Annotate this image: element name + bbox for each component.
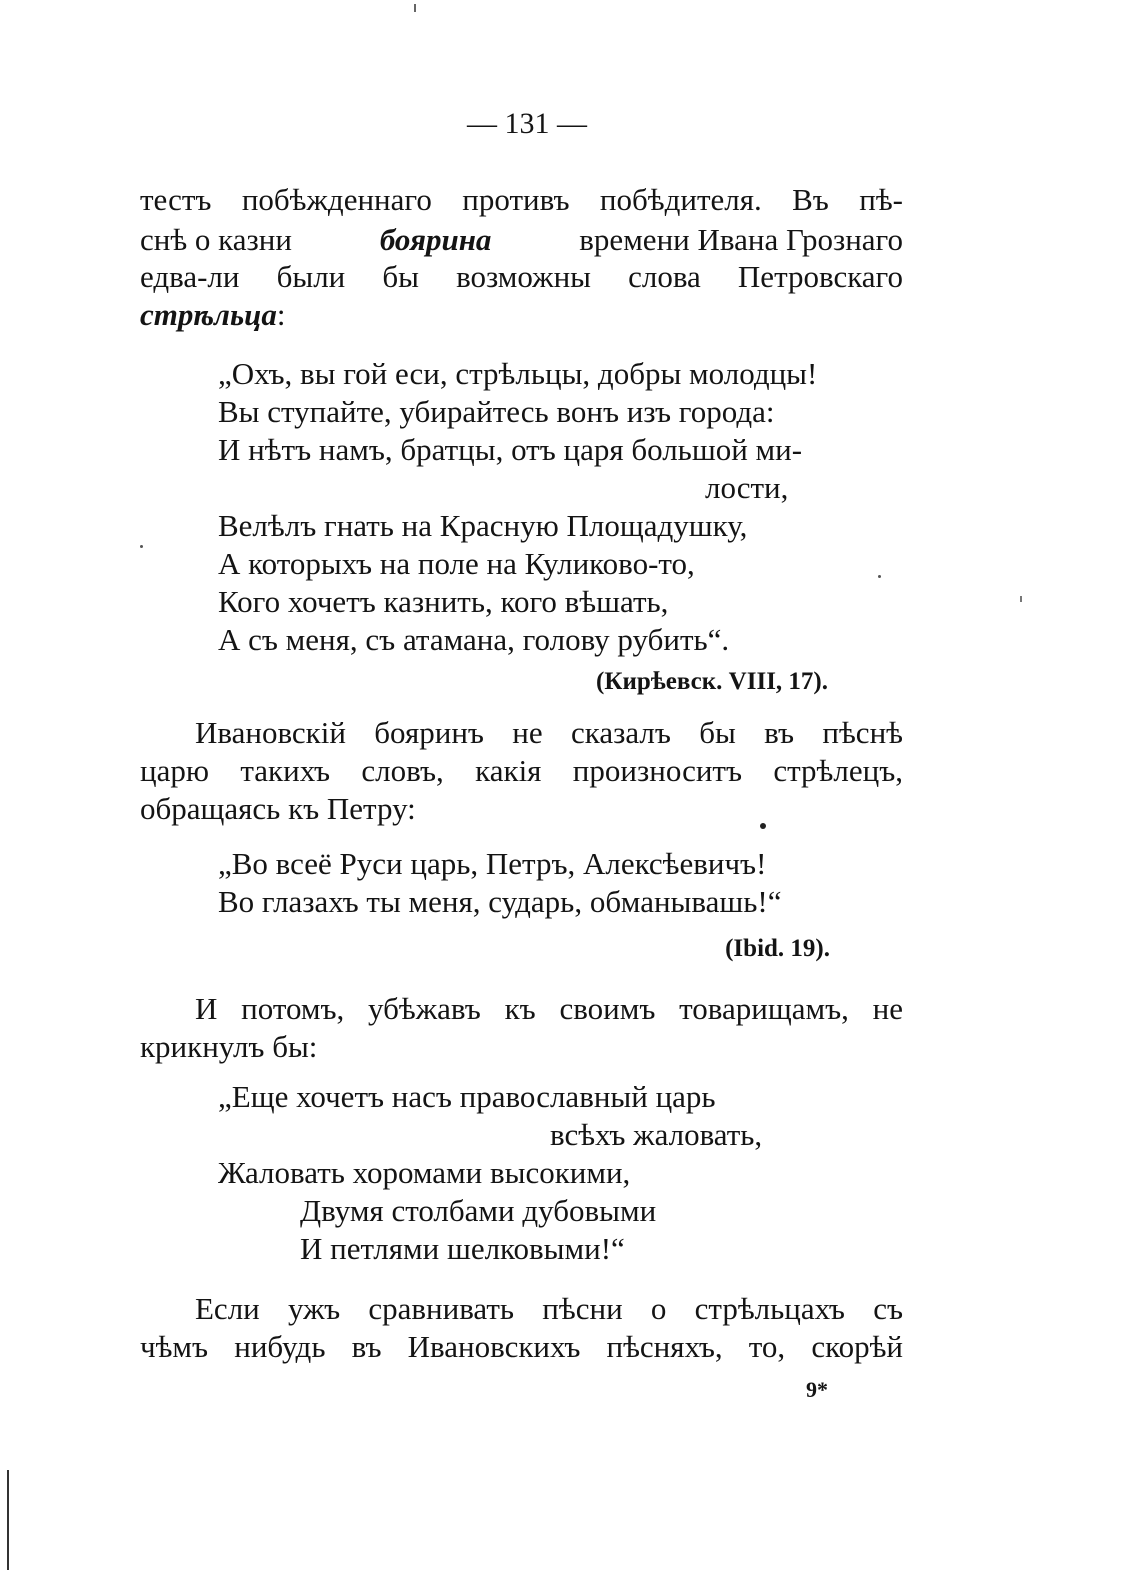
paragraph-2-line-1: Ивановскій бояринъ не сказалъ бы въ пѣснѣ <box>195 715 903 750</box>
scan-speck <box>140 545 143 548</box>
italic-word-streltsa: стрѣльца <box>140 297 277 332</box>
scan-speck <box>1020 596 1022 602</box>
quote-3-line-1: „Еще хочетъ насъ православный царь <box>218 1079 716 1114</box>
scan-margin-line <box>7 1470 9 1570</box>
quote-1-line-1: „Охъ, вы гой еси, стрѣльцы, добры молодцы! <box>218 356 818 391</box>
paragraph-1-line-2-start: снѣ о казни <box>140 222 292 257</box>
quote-3-line-3: Жаловать хоромами высокими, <box>218 1155 631 1190</box>
scan-speck <box>414 4 416 12</box>
quote-1-line-6: А которыхъ на поле на Куликово-то, <box>218 546 695 581</box>
paragraph-4-line-2: чѣмъ нибудь въ Ивановскихъ пѣсняхъ, то, скорѣй <box>140 1329 903 1364</box>
paragraph-1-line-3: едва-ли были бы возможны слова Петровскаго <box>140 259 903 294</box>
paragraph-1-line-2 <box>140 222 903 258</box>
quote-3-line-2: всѣхъ жаловать, <box>550 1117 763 1152</box>
colon: : <box>276 297 286 332</box>
quote-1-line-4: лости, <box>705 470 789 505</box>
paragraph-2-line-2: царю такихъ словъ, какія произноситъ стрѣлецъ, <box>140 753 903 788</box>
quote-3-line-4: Двумя столбами дубовыми <box>300 1193 657 1228</box>
quote-2-line-1: „Во всеё Руси царь, Петръ, Алексѣевичъ! <box>218 846 767 881</box>
italic-word-boyarina: боярина <box>379 222 492 257</box>
paragraph-3-line-1: И потомъ, убѣжавъ къ своимъ товарищамъ, не <box>195 991 903 1026</box>
paragraph-1-line-2-end: времени Ивана Грознаго <box>579 222 903 257</box>
printer-signature-mark: 9* <box>806 1377 828 1402</box>
paragraph-3-line-2: крикнулъ бы: <box>140 1029 318 1064</box>
quote-2-source: (Ibid. 19). <box>725 935 830 962</box>
quote-2-line-2: Во глазахъ ты меня, сударь, обманывашь!“ <box>218 884 782 919</box>
page-number: — 131 — <box>467 107 587 140</box>
paragraph-1-line-1: тестъ побѣжденнаго противъ побѣдителя. Въ пѣ- <box>140 182 903 217</box>
paragraph-1-line-4 <box>140 297 286 333</box>
quote-1-line-3: И нѣтъ намъ, братцы, отъ царя большой ми- <box>218 432 803 467</box>
paragraph-2-line-3: обращаясь къ Петру: <box>140 791 416 826</box>
quote-1-line-5: Велѣлъ гнать на Красную Площадушку, <box>218 508 748 543</box>
quote-1-line-7: Кого хочетъ казнить, кого вѣшать, <box>218 584 669 619</box>
quote-1-source: (Кирѣевск. VIII, 17). <box>596 668 828 695</box>
scan-speck <box>878 575 881 578</box>
paragraph-4-line-1: Если ужъ сравнивать пѣсни о стрѣльцахъ съ <box>195 1291 903 1326</box>
quote-1-line-2: Вы ступайте, убирайтесь вонъ изъ города: <box>218 394 775 429</box>
quote-1-line-8: А съ меня, съ атамана, голову рубить“. <box>218 622 730 657</box>
scan-speck <box>760 823 766 829</box>
quote-3-line-5: И петлями шелковыми!“ <box>300 1231 625 1266</box>
